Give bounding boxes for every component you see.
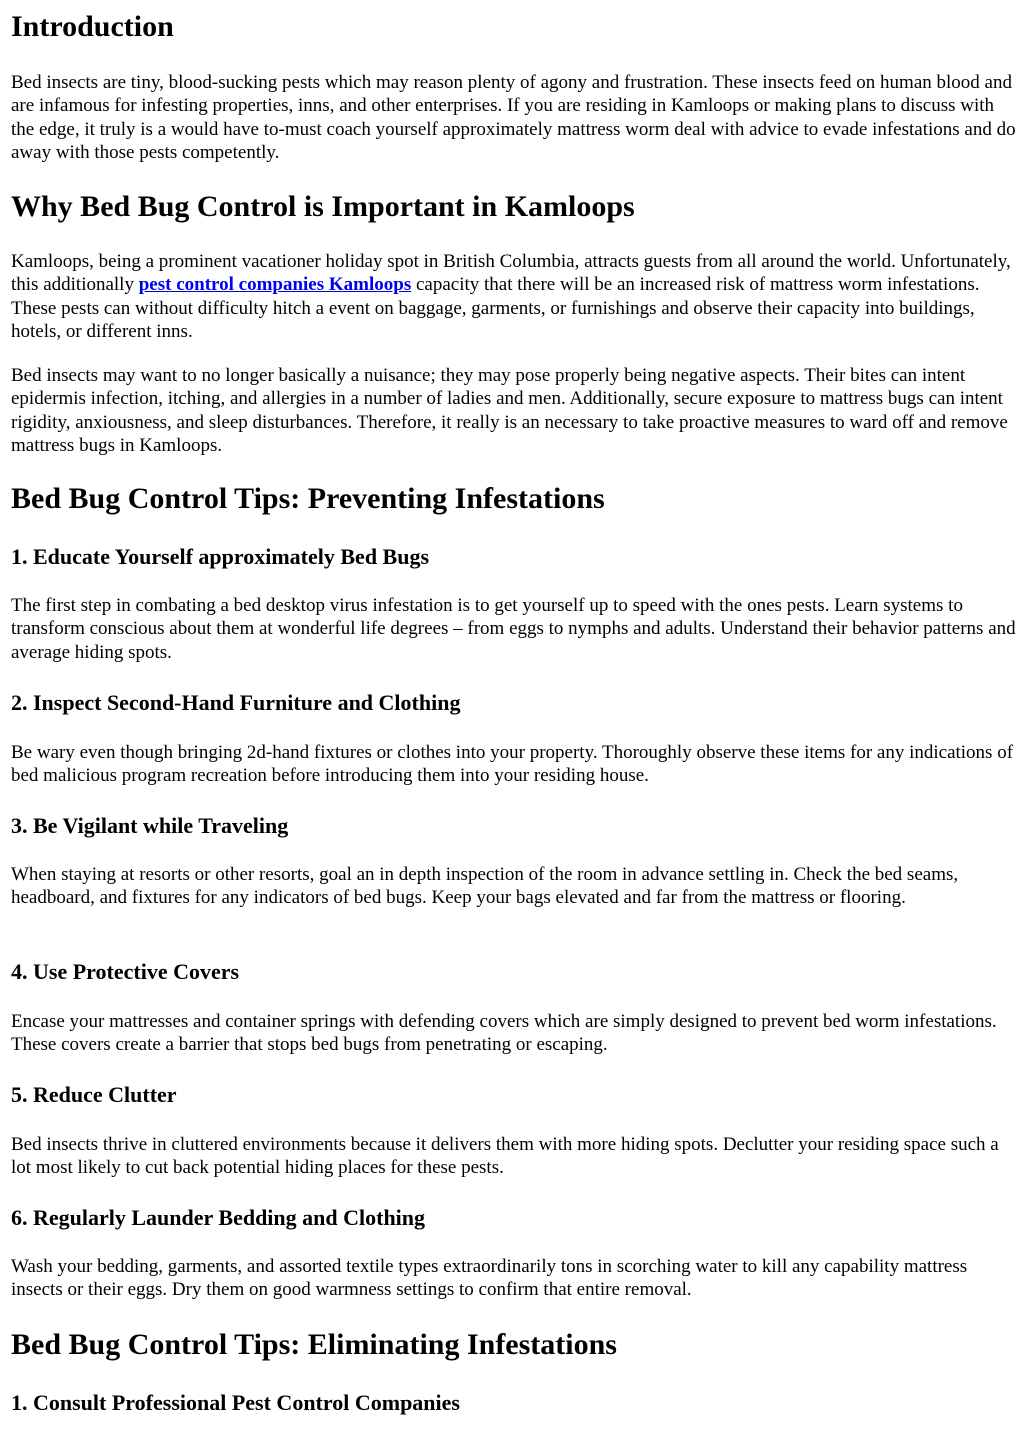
why-heading: Why Bed Bug Control is Important in Kamloops: [11, 190, 635, 223]
eliminating-heading: Bed Bug Control Tips: Eliminating Infestations: [11, 1328, 617, 1361]
pest-control-link[interactable]: pest control companies Kamloops: [138, 274, 412, 296]
eliminating-item-title: 1. Consult Professional Pest Control Companies: [11, 1390, 460, 1415]
preventing-item-text: The first step in combating a bed desktop virus infestation is to get yourself up to speed with the ones pests. Learn systems to transform conscious about them at wonderful life degrees – from eggs to nymphs and adults. Understand their behavior patterns and average hiding spots.: [11, 595, 1016, 663]
preventing-item-text: Be wary even though bringing 2d-hand fixtures or clothes into your property. Thoroughly observe these items for any indications of bed malicious program recreation before introducing them into your residing house.: [11, 742, 1014, 787]
intro-paragraph: Bed insects are tiny, blood-sucking pests which may reason plenty of agony and frustration. These insects feed on human blood and are infamous for infesting properties, inns, and other enterprises. If you are residing in Kamloops or making plans to discuss with the edge, it truly is a would have to-must coach yourself approximately mattress worm deal with advice to evade infestations and do away with those pests competently.: [11, 72, 1016, 163]
preventing-item-title: 5. Reduce Clutter: [11, 1082, 177, 1107]
preventing-item-text: Bed insects thrive in cluttered environments because it delivers them with more hiding spots. Declutter your residing space such a lot most likely to cut back potential hiding places for these pests.: [11, 1134, 999, 1179]
preventing-item-title: 1. Educate Yourself approximately Bed Bugs: [11, 544, 430, 569]
preventing-item-title: 4. Use Protective Covers: [11, 959, 240, 984]
intro-heading: Introduction: [11, 10, 174, 43]
preventing-item-title: 2. Inspect Second-Hand Furniture and Clothing: [11, 690, 461, 715]
preventing-item-text: Encase your mattresses and container springs with defending covers which are simply designed to prevent bed worm infestations. These covers create a barrier that stops bed bugs from penetrating or escaping.: [11, 1011, 997, 1056]
why-paragraph-2: Bed insects may want to no longer basically a nuisance; they may pose properly being negative aspects. Their bites can intent epidermis infection, itching, and allergies in a number of ladies and men. Additionally, secure exposure to mattress bugs can intent rigidity, anxiousness, and sleep disturbances. Therefore, it really is an necessary to take proactive measures to ward off and remove mattress bugs in Kamloops.: [11, 365, 1008, 456]
preventing-item-title: 6. Regularly Launder Bedding and Clothing: [11, 1205, 426, 1230]
preventing-item-title: 3. Be Vigilant while Traveling: [11, 813, 289, 838]
preventing-item-text: When staying at resorts or other resorts, goal an in depth inspection of the room in advance settling in. Check the bed seams, headboard, and fixtures for any indicators of bed bugs. Keep your bags elevated and far from the mattress or flooring.: [11, 864, 959, 909]
why-paragraph-1: [11, 250, 1016, 343]
preventing-item-text: Wash your bedding, garments, and assorted textile types extraordinarily tons in scorching water to kill any capability mattress insects or their eggs. Dry them on good warmness settings to confirm that entire removal.: [11, 1256, 968, 1301]
preventing-heading: Bed Bug Control Tips: Preventing Infestations: [11, 482, 605, 515]
why-paragraph-1-after: capacity that there will be an increased risk of mattress worm infestations. These pests can without difficulty hitch a event on baggage, garments, or furnishings and observe their capacity into buildings, hotels, or different inns.: [11, 274, 980, 342]
why-paragraph-1-before: Kamloops, being a prominent vacationer holiday spot in British Columbia, attracts guests from all around the world. Unfortunately, this additionally: [11, 251, 1011, 296]
